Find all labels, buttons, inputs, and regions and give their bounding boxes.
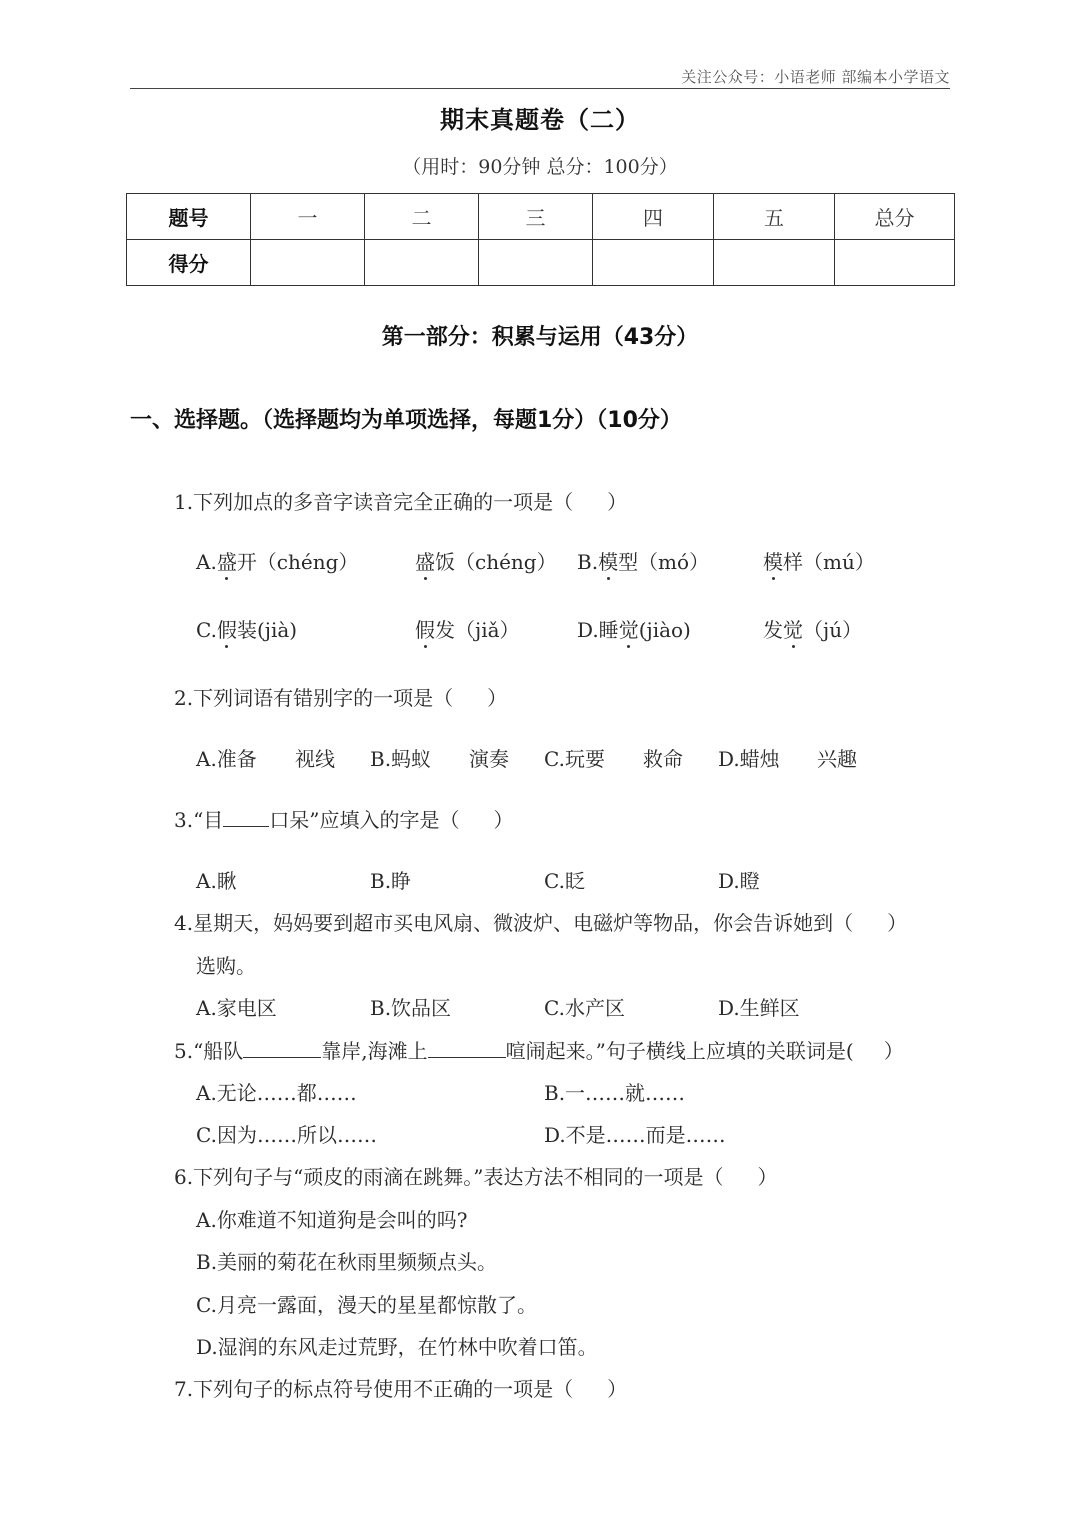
score-cell [593,240,714,286]
option: D.蜡烛 [718,747,780,771]
table-header-cell: 四 [593,194,714,240]
header-divider [130,88,950,89]
option: A.准备 [196,747,257,771]
option: D.生鲜区 [718,996,800,1020]
table-header-cell: 二 [365,194,479,240]
table-row-label: 得分 [127,240,251,286]
option: C.玩要 [544,747,605,771]
answer-blank [223,808,269,827]
answer-blank [243,1039,321,1058]
question-1: 1.下列加点的多音字读音完全正确的一项是（ ） [174,490,628,514]
score-cell [714,240,835,286]
option: A.瞅 [196,869,237,893]
exam-info: （用时：90分钟 总分：100分） [402,156,678,178]
option: D.湿润的东风走过荒野，在竹林中吹着口笛。 [196,1335,598,1359]
option: C.月亮一露面，漫天的星星都惊散了。 [196,1293,537,1317]
score-cell [479,240,593,286]
option: A.家电区 [196,996,277,1020]
option: A.无论……都…… [196,1081,357,1105]
option: C.因为……所以…… [196,1123,377,1147]
option: 演奏 [469,747,509,771]
option: B.蚂蚁 [370,747,432,771]
table-header-cell: 总分 [835,194,955,240]
table-header-cell: 三 [479,194,593,240]
score-table [126,193,955,286]
question-7: 7.下列句子的标点符号使用不正确的一项是（ ） [174,1377,628,1401]
option: C.水产区 [544,996,625,1020]
option-a2: 盛饭（chéng） [415,550,557,574]
option-d2: 发觉（jú） [763,618,863,642]
option: B.美丽的菊花在秋雨里频频点头。 [196,1250,498,1274]
option: D.瞪 [718,869,760,893]
part-title: 第一部分：积累与运用（43分） [381,325,699,350]
option: A.你难道不知道狗是会叫的吗? [196,1208,468,1232]
option-c2: 假发（jiǎ） [415,618,520,642]
option-d1: D.睡觉(jiào) [577,618,691,642]
option-a1: A.盛开（chéng） [196,550,359,574]
score-cell [251,240,365,286]
header-note: 关注公众号：小语老师 部编本小学语文 [681,68,950,86]
answer-blank [428,1039,506,1058]
score-cell [835,240,955,286]
score-cell [365,240,479,286]
option: C.眨 [544,869,585,893]
page-title: 期末真题卷（二） [440,106,640,134]
option: B.一……就…… [544,1081,686,1105]
question-5: 5.“船队 靠岸,海滩上 喧闹起来。”句子横线上应填的关联词是( ） [174,1039,904,1063]
table-header-cell: 题号 [127,194,251,240]
question-6: 6.下列句子与“顽皮的雨滴在跳舞。”表达方法不相同的一项是（ ） [174,1165,778,1189]
option-b1: B.模型（mó） [577,550,710,574]
section-title: 一、选择题。（选择题均为单项选择，每题1分）（10分） [130,408,682,433]
question-4-cont: 选购。 [196,954,256,978]
question-3: 3.“目 口呆”应填入的字是（ ） [174,808,514,832]
question-4: 4.星期天，妈妈要到超市买电风扇、微波炉、电磁炉等物品，你会告诉她到（ ） [174,911,908,935]
option: 兴趣 [817,747,857,771]
option: 视线 [295,747,335,771]
option: B.睁 [370,869,412,893]
option-b2: 模样（mú） [763,550,875,574]
table-row [127,240,955,286]
table-row [127,194,955,240]
option-c1: C.假装(jià) [196,618,298,642]
option: D.不是……而是…… [544,1123,726,1147]
option: B.饮品区 [370,996,452,1020]
question-2: 2.下列词语有错别字的一项是（ ） [174,686,508,710]
table-header-cell: 一 [251,194,365,240]
option: 救命 [643,747,683,771]
table-header-cell: 五 [714,194,835,240]
